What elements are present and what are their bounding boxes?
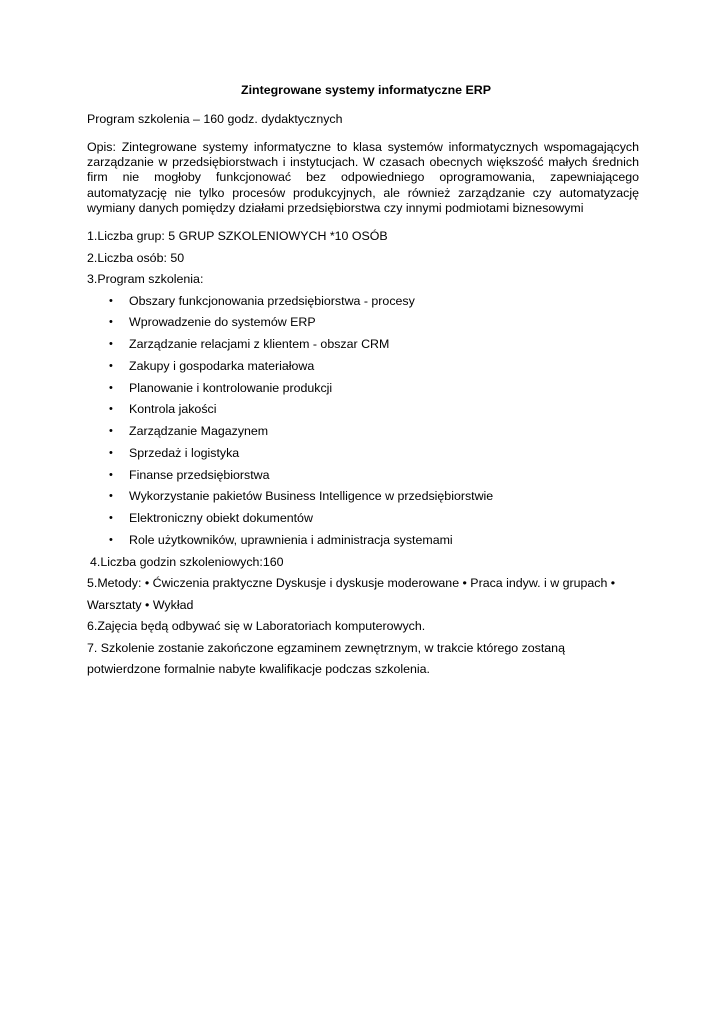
program-heading: 3.Program szkolenia: [87,272,204,287]
list-item-label: Obszary funkcjonowania przedsiębiorstwa - procesy [129,293,415,308]
list-item [87,486,639,508]
list-item [87,399,639,421]
training-exam: 7. Szkolenie zostanie zakończone egzaminem zewnętrznym, w trakcie którego zostaną potwierdzone formalnie nabyte kwalifikacje podczas szkolenia. [87,640,565,677]
list-item-label: Sprzedaż i logistyka [129,445,240,460]
groups-count: 1.Liczba grup: 5 GRUP SZKOLENIOWYCH *10 OSÓB [87,229,388,244]
bullet-icon: • [109,425,113,438]
list-item [87,421,639,443]
bullet-icon: • [109,490,113,503]
list-item [87,530,639,552]
bullet-icon: • [109,294,113,307]
list-item [87,291,639,313]
list-item [87,443,639,465]
bullet-icon: • [109,468,113,481]
bullet-icon: • [109,338,113,351]
list-item-label: Zarządzanie relacjami z klientem - obszar CRM [129,337,390,352]
list-item-label: Zakupy i gospodarka materiałowa [129,358,315,373]
list-item [87,334,639,356]
list-item-label: Elektroniczny obiekt dokumentów [129,511,313,526]
list-item-label: Wprowadzenie do systemów ERP [129,315,316,330]
list-item-label: Role użytkowników, uprawnienia i administracja systemami [129,532,453,547]
participants-count: 2.Liczba osób: 50 [87,250,185,265]
bullet-icon: • [109,403,113,416]
list-item [87,378,639,400]
list-item-label: Planowanie i kontrolowanie produkcji [129,380,333,395]
list-item [87,465,639,487]
bullet-icon: • [109,359,113,372]
document-description: Opis: Zintegrowane systemy informatyczne to klasa systemów informatycznych wspomagających zarządzanie w przedsiębiorstwach i instytucjach. W czasach obecnych większość małych średnich firm nie mogłoby funkcjonować bez odpowiedniego oprogramowania, zapewniającego automatyzację nie tylko procesów produkcyjnych, ale również zarządzanie czy automatyzację wymiany danych pomiędzy działami przedsiębiorstwa czy innymi podmiotami biznesowymi [87,140,639,215]
list-item-label: Zarządzanie Magazynem [129,424,269,439]
list-item [87,508,639,530]
list-item-label: Finanse przedsiębiorstwa [129,467,270,482]
bullet-icon: • [109,446,113,459]
program-list [87,291,639,552]
bullet-icon: • [109,381,113,394]
training-location: 6.Zajęcia będą odbywać się w Laboratoriach komputerowych. [87,619,426,634]
document-subtitle: Program szkolenia – 160 godz. dydaktycznych [87,112,343,126]
bullet-icon: • [109,316,113,329]
list-item [87,356,639,378]
document-content [87,83,639,681]
document-title: Zintegrowane systemy informatyczne ERP [241,83,491,97]
training-methods: 5.Metody: • Ćwiczenia praktyczne Dyskusje i dyskusje moderowane • Praca indyw. i w grupach • Warsztaty • Wykład [87,576,616,612]
list-item-label: Kontrola jakości [129,402,217,417]
training-hours: 4.Liczba godzin szkoleniowych:160 [90,554,284,569]
list-item-label: Wykorzystanie pakietów Business Intelligence w przedsiębiorstwie [129,489,494,504]
bullet-icon: • [109,533,113,546]
list-item [87,312,639,334]
bullet-icon: • [109,512,113,525]
